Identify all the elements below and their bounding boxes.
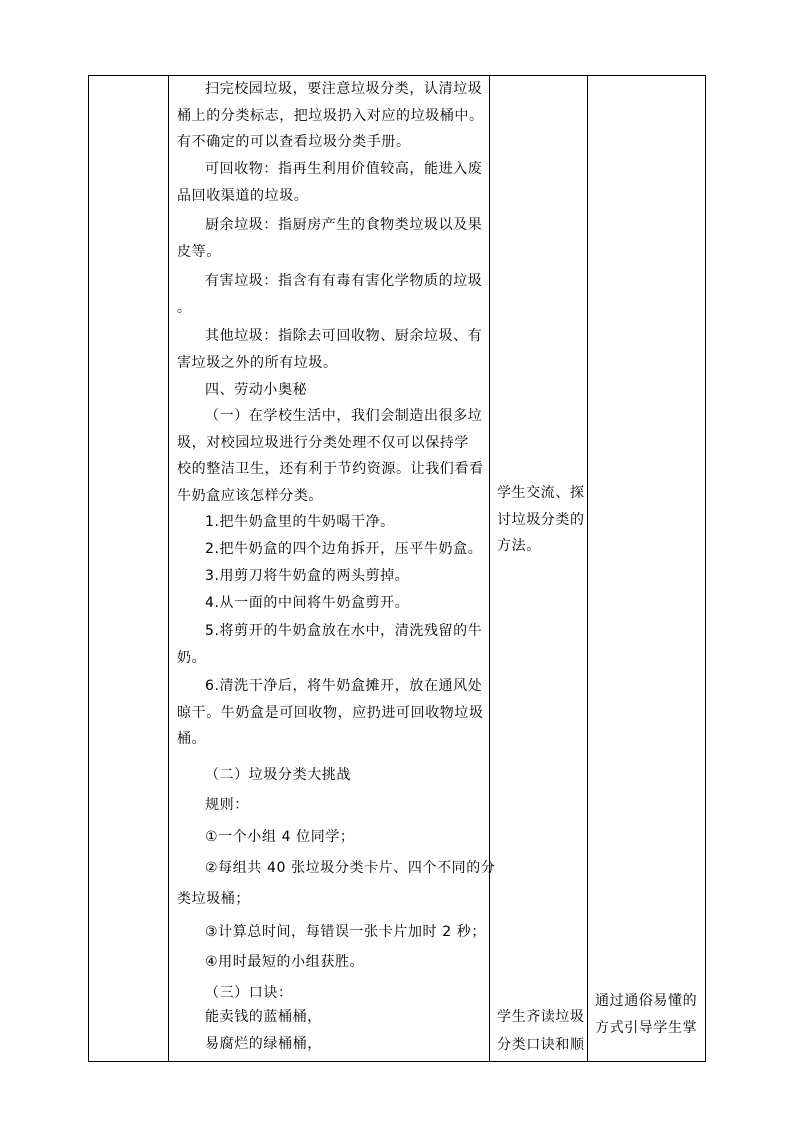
- section-heading: （三）口诀：: [205, 985, 293, 1001]
- rule-item: ④用时最短的小组获胜。: [205, 954, 365, 970]
- content-line: 有害垃圾：指含有有毒有害化学物质的垃圾: [205, 273, 483, 289]
- content-line: 晾干。牛奶盒是可回收物，应扔进可回收物垃圾: [177, 705, 484, 721]
- content-line: 可回收物：指再生利用价值较高，能进入废: [205, 161, 483, 177]
- content-line: 桶。: [177, 731, 207, 747]
- content-line: 奶。: [177, 650, 207, 666]
- step-item: 6.清洗干净后，将牛奶盒摊开，放在通风处: [205, 678, 483, 694]
- lesson-table: [88, 75, 706, 1062]
- content-line: 桶上的分类标志，把垃圾扔入对应的垃圾桶中。: [177, 108, 484, 124]
- student-activity-line: 分类口诀和顺: [497, 1037, 585, 1053]
- column-divider-3: [587, 76, 588, 1061]
- content-line: 类垃圾桶；: [177, 891, 250, 907]
- design-intent-line: 方式引导学生掌: [595, 1020, 698, 1036]
- content-line: 厨余垃圾：指厨房产生的食物类垃圾以及果: [205, 217, 483, 233]
- step-item: 3.用剪刀将牛奶盒的两头剪掉。: [205, 568, 410, 584]
- student-activity-line: 讨垃圾分类的: [497, 512, 585, 528]
- content-line: 。: [177, 300, 192, 316]
- rule-item: ①一个小组 4 位同学；: [205, 829, 355, 845]
- content-line: 扫完校园垃圾，要注意垃圾分类，认清垃圾: [205, 81, 483, 97]
- design-intent-line: 通过通俗易懂的: [595, 993, 698, 1009]
- rhyme-line: 能卖钱的蓝桶桶，: [205, 1009, 322, 1025]
- content-line: 皮等。: [177, 244, 221, 260]
- content-column: [169, 76, 569, 1061]
- section-heading: 四、劳动小奥秘: [205, 382, 308, 398]
- content-line: 有不确定的可以查看垃圾分类手册。: [177, 134, 411, 150]
- section-heading: （二）垃圾分类大挑战: [205, 767, 351, 783]
- content-line: 校的整洁卫生，还有利于节约资源。让我们看看: [177, 461, 484, 477]
- rule-item: ③计算总时间，每错误一张卡片加时 2 秒；: [205, 924, 486, 940]
- content-line: 品回收渠道的垃圾。: [177, 188, 309, 204]
- rhyme-line: 易腐烂的绿桶桶，: [205, 1036, 322, 1052]
- student-activity-line: 学生齐读垃圾: [497, 1009, 585, 1025]
- step-item: 4.从一面的中间将牛奶盒剪开。: [205, 595, 410, 611]
- content-line: 其他垃圾：指除去可回收物、厨余垃圾、有: [205, 328, 483, 344]
- step-item: 1.把牛奶盒里的牛奶喝干净。: [205, 514, 395, 530]
- rule-item: ②每组共 40 张垃圾分类卡片、四个不同的分: [205, 860, 496, 876]
- step-item: 5.将剪开的牛奶盒放在水中，清洗残留的牛: [205, 623, 483, 639]
- content-line: （一）在学校生活中，我们会制造出很多垃: [205, 408, 483, 424]
- content-line: 圾，对校园垃圾进行分类处理不仅可以保持学: [177, 435, 469, 451]
- content-line: 规则：: [205, 797, 249, 813]
- content-line: 害垃圾之外的所有垃圾。: [177, 355, 338, 371]
- student-activity-line: 方法。: [497, 538, 541, 554]
- content-line: 牛奶盒应该怎样分类。: [177, 488, 323, 504]
- step-item: 2.把牛奶盒的四个边角拆开，压平牛奶盒。: [205, 541, 483, 557]
- student-activity-line: 学生交流、探: [497, 485, 585, 501]
